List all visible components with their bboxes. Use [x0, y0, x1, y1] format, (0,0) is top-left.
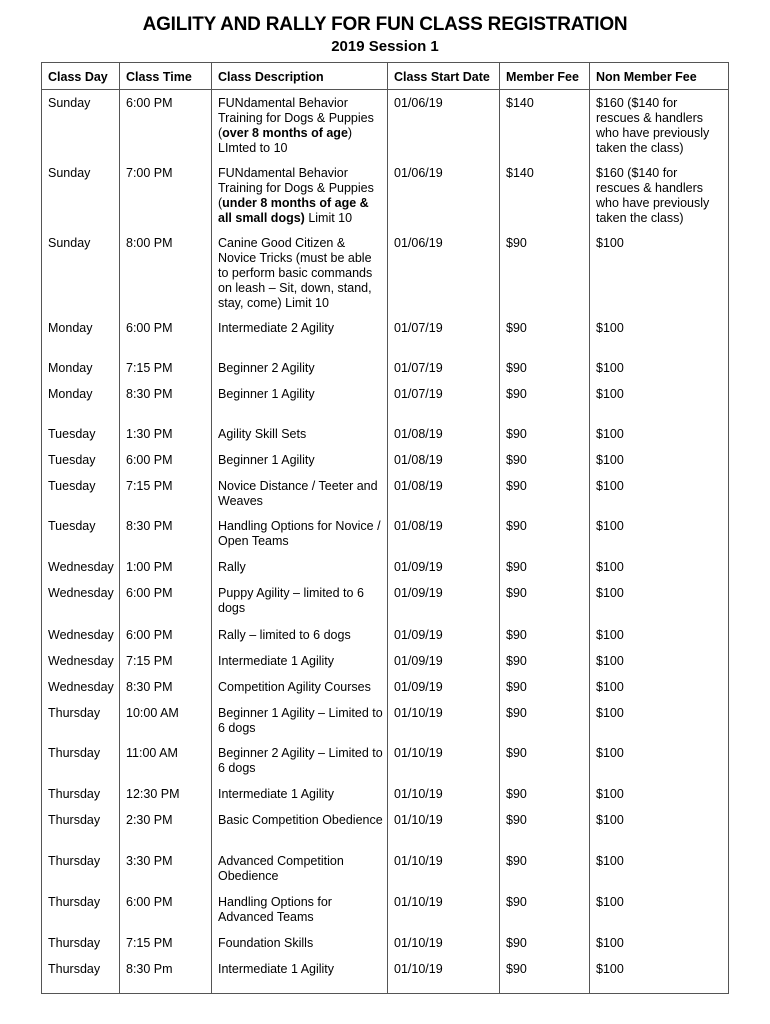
header-class-description: Class Description [212, 63, 388, 90]
cell-non-member-fee: $160 ($140 for rescues & handlers who have previously taken the class) [590, 90, 729, 160]
description-text: Intermediate 2 Agility [218, 320, 335, 335]
description-text: Beginner 2 Agility – Limited to 6 dogs [218, 745, 383, 775]
cell-member-fee: $90 [500, 930, 590, 956]
table-row [42, 513, 729, 554]
cell-non-member-fee: $100 [590, 381, 729, 421]
cell-non-member-fee: $100 [590, 447, 729, 473]
cell-class-day: Tuesday [42, 421, 120, 447]
cell-class-description [212, 700, 388, 740]
header-class-time: Class Time [120, 63, 212, 90]
cell-class-description [212, 513, 388, 554]
cell-class-time: 6:00 PM [120, 447, 212, 473]
cell-class-start-date: 01/08/19 [388, 473, 500, 513]
description-text: Handling Options for Advanced Teams [218, 895, 332, 925]
cell-class-start-date: 01/07/19 [388, 355, 500, 381]
description-text: Canine Good Citizen & Novice Tricks (must be able to perform basic commands on leash – Sit, down, stand, stay, come) Limit 10 [218, 235, 373, 310]
cell-class-time: 7:15 PM [120, 355, 212, 381]
cell-class-start-date: 01/10/19 [388, 740, 500, 781]
cell-non-member-fee: $100 [590, 889, 729, 930]
cell-class-time: 7:15 PM [120, 930, 212, 956]
cell-class-day: Thursday [42, 700, 120, 740]
cell-non-member-fee: $100 [590, 421, 729, 447]
cell-non-member-fee: $100 [590, 622, 729, 648]
cell-class-day: Wednesday [42, 648, 120, 674]
table-row [42, 848, 729, 889]
cell-class-description [212, 930, 388, 956]
cell-class-time: 8:00 PM [120, 230, 212, 315]
cell-member-fee: $90 [500, 622, 590, 648]
cell-class-description [212, 447, 388, 473]
cell-class-description [212, 889, 388, 930]
cell-class-time: 7:15 PM [120, 473, 212, 513]
cell-member-fee: $90 [500, 473, 590, 513]
cell-class-day: Tuesday [42, 473, 120, 513]
cell-class-time: 2:30 PM [120, 807, 212, 848]
cell-member-fee: $90 [500, 807, 590, 848]
table-row [42, 740, 729, 781]
cell-class-day: Monday [42, 381, 120, 421]
cell-class-start-date: 01/07/19 [388, 381, 500, 421]
cell-non-member-fee: $100 [590, 956, 729, 993]
cell-member-fee: $90 [500, 554, 590, 580]
cell-non-member-fee: $100 [590, 740, 729, 781]
cell-class-time: 8:30 PM [120, 513, 212, 554]
cell-class-time: 6:00 PM [120, 889, 212, 930]
cell-class-day: Wednesday [42, 554, 120, 580]
cell-class-time: 7:15 PM [120, 648, 212, 674]
table-row [42, 956, 729, 993]
table-row [42, 700, 729, 740]
cell-class-description [212, 90, 388, 160]
cell-class-time: 6:00 PM [120, 622, 212, 648]
cell-class-description [212, 160, 388, 230]
cell-class-time: 11:00 AM [120, 740, 212, 781]
cell-class-time: 10:00 AM [120, 700, 212, 740]
table-row [42, 580, 729, 621]
table-row [42, 315, 729, 355]
cell-class-description [212, 421, 388, 447]
cell-class-day: Thursday [42, 781, 120, 807]
description-text: Novice Distance / Teeter and Weaves [218, 479, 378, 509]
description-emphasis: under 8 months of age & all small dogs) [218, 195, 369, 225]
table-row [42, 807, 729, 848]
table-row [42, 889, 729, 930]
cell-class-day: Monday [42, 355, 120, 381]
cell-class-day: Tuesday [42, 447, 120, 473]
cell-class-start-date: 01/10/19 [388, 889, 500, 930]
cell-class-day: Thursday [42, 889, 120, 930]
cell-class-time: 8:30 PM [120, 674, 212, 700]
description-text: Beginner 1 Agility – Limited to 6 dogs [218, 705, 383, 735]
cell-class-description [212, 848, 388, 889]
table-row [42, 554, 729, 580]
cell-non-member-fee: $100 [590, 355, 729, 381]
cell-class-description [212, 781, 388, 807]
cell-class-start-date: 01/06/19 [388, 230, 500, 315]
cell-member-fee: $90 [500, 848, 590, 889]
description-text: Foundation Skills [218, 936, 314, 951]
class-schedule-table [41, 62, 729, 994]
cell-non-member-fee: $100 [590, 554, 729, 580]
cell-class-description [212, 315, 388, 355]
description-text: Beginner 2 Agility [218, 361, 315, 376]
cell-member-fee: $90 [500, 956, 590, 993]
cell-class-start-date: 01/10/19 [388, 700, 500, 740]
description-text: Agility Skill Sets [218, 427, 307, 442]
cell-class-start-date: 01/10/19 [388, 848, 500, 889]
table-row [42, 930, 729, 956]
cell-class-description [212, 622, 388, 648]
table-header-row [42, 63, 729, 90]
cell-member-fee: $90 [500, 648, 590, 674]
table-row [42, 447, 729, 473]
cell-class-time: 7:00 PM [120, 160, 212, 230]
cell-class-start-date: 01/06/19 [388, 160, 500, 230]
description-text: Advanced Competition Obedience [218, 853, 344, 883]
cell-non-member-fee: $100 [590, 807, 729, 848]
cell-non-member-fee: $100 [590, 513, 729, 554]
table-row [42, 421, 729, 447]
description-text: Intermediate 1 Agility [218, 786, 335, 801]
cell-class-description [212, 554, 388, 580]
cell-member-fee: $90 [500, 674, 590, 700]
cell-member-fee: $90 [500, 421, 590, 447]
header-class-day: Class Day [42, 63, 120, 90]
cell-class-time: 8:30 Pm [120, 956, 212, 993]
cell-non-member-fee: $100 [590, 315, 729, 355]
cell-non-member-fee: $100 [590, 848, 729, 889]
cell-member-fee: $90 [500, 230, 590, 315]
cell-class-day: Sunday [42, 230, 120, 315]
cell-class-start-date: 01/09/19 [388, 554, 500, 580]
description-text: ) LImted to 10 [218, 126, 353, 155]
cell-member-fee: $90 [500, 513, 590, 554]
header-non-member-fee: Non Member Fee [590, 63, 729, 90]
cell-class-day: Wednesday [42, 674, 120, 700]
cell-member-fee: $90 [500, 315, 590, 355]
cell-class-description [212, 381, 388, 421]
cell-non-member-fee: $100 [590, 930, 729, 956]
cell-class-description [212, 580, 388, 621]
description-text: Handling Options for Novice / Open Teams [218, 519, 381, 549]
cell-member-fee: $90 [500, 355, 590, 381]
cell-class-start-date: 01/09/19 [388, 580, 500, 621]
header-class-start-date: Class Start Date [388, 63, 500, 90]
cell-class-description [212, 648, 388, 674]
table-row [42, 355, 729, 381]
description-emphasis: over 8 months of age [222, 126, 348, 140]
cell-class-day: Thursday [42, 956, 120, 993]
table-row [42, 781, 729, 807]
description-text: Intermediate 1 Agility [218, 653, 335, 668]
table-row [42, 381, 729, 421]
cell-non-member-fee: $160 ($140 for rescues & handlers who have previously taken the class) [590, 160, 729, 230]
description-text: FUNdamental Behavior Training for Dogs & Puppies ( [218, 96, 374, 140]
cell-class-start-date: 01/10/19 [388, 807, 500, 848]
cell-class-description [212, 230, 388, 315]
cell-class-start-date: 01/10/19 [388, 956, 500, 993]
cell-class-start-date: 01/10/19 [388, 930, 500, 956]
table-row [42, 622, 729, 648]
description-text: Puppy Agility – limited to 6 dogs [218, 586, 364, 616]
cell-class-time: 1:00 PM [120, 554, 212, 580]
cell-class-start-date: 01/06/19 [388, 90, 500, 160]
cell-class-day: Thursday [42, 930, 120, 956]
table-row [42, 648, 729, 674]
cell-class-time: 1:30 PM [120, 421, 212, 447]
cell-non-member-fee: $100 [590, 700, 729, 740]
cell-class-start-date: 01/10/19 [388, 781, 500, 807]
cell-member-fee: $140 [500, 90, 590, 160]
header-member-fee: Member Fee [500, 63, 590, 90]
cell-class-start-date: 01/09/19 [388, 674, 500, 700]
page-subtitle: 2019 Session 1 [331, 38, 439, 55]
cell-member-fee: $90 [500, 447, 590, 473]
cell-non-member-fee: $100 [590, 674, 729, 700]
cell-non-member-fee: $100 [590, 781, 729, 807]
cell-class-day: Wednesday [42, 580, 120, 621]
cell-member-fee: $90 [500, 781, 590, 807]
cell-class-description [212, 473, 388, 513]
cell-class-day: Sunday [42, 160, 120, 230]
table-body [42, 90, 729, 994]
description-text: Intermediate 1 Agility [218, 962, 335, 977]
page-title: AGILITY AND RALLY FOR FUN CLASS REGISTRATION [142, 14, 628, 35]
cell-class-start-date: 01/08/19 [388, 513, 500, 554]
table-row [42, 90, 729, 160]
table-row [42, 160, 729, 230]
description-text: Beginner 1 Agility [218, 387, 315, 402]
cell-class-start-date: 01/08/19 [388, 447, 500, 473]
cell-class-start-date: 01/07/19 [388, 315, 500, 355]
table-row [42, 674, 729, 700]
cell-class-description [212, 740, 388, 781]
cell-member-fee: $140 [500, 160, 590, 230]
cell-non-member-fee: $100 [590, 230, 729, 315]
cell-class-day: Sunday [42, 90, 120, 160]
cell-class-time: 3:30 PM [120, 848, 212, 889]
cell-class-description [212, 807, 388, 848]
cell-class-description [212, 674, 388, 700]
cell-class-time: 6:00 PM [120, 315, 212, 355]
cell-member-fee: $90 [500, 740, 590, 781]
description-text: Beginner 1 Agility [218, 453, 315, 468]
cell-class-day: Wednesday [42, 622, 120, 648]
cell-member-fee: $90 [500, 580, 590, 621]
description-text: FUNdamental Behavior Training for Dogs & Puppies ( [218, 165, 374, 210]
cell-class-time: 8:30 PM [120, 381, 212, 421]
cell-member-fee: $90 [500, 889, 590, 930]
cell-class-description [212, 956, 388, 993]
cell-class-time: 6:00 PM [120, 580, 212, 621]
cell-member-fee: $90 [500, 381, 590, 421]
cell-class-description [212, 355, 388, 381]
table-row [42, 473, 729, 513]
cell-class-time: 6:00 PM [120, 90, 212, 160]
cell-non-member-fee: $100 [590, 473, 729, 513]
description-text: Rally – limited to 6 dogs [218, 627, 351, 642]
cell-class-start-date: 01/09/19 [388, 622, 500, 648]
cell-class-start-date: 01/08/19 [388, 421, 500, 447]
description-text: Competition Agility Courses [218, 679, 371, 694]
cell-class-day: Monday [42, 315, 120, 355]
cell-class-day: Thursday [42, 740, 120, 781]
cell-class-day: Thursday [42, 848, 120, 889]
cell-non-member-fee: $100 [590, 580, 729, 621]
cell-non-member-fee: $100 [590, 648, 729, 674]
cell-class-day: Tuesday [42, 513, 120, 554]
table-row [42, 230, 729, 315]
description-text: Rally [218, 560, 246, 575]
description-text: Limit 10 [304, 210, 353, 225]
cell-member-fee: $90 [500, 700, 590, 740]
cell-class-time: 12:30 PM [120, 781, 212, 807]
cell-class-start-date: 01/09/19 [388, 648, 500, 674]
description-text: Basic Competition Obedience [218, 812, 383, 827]
cell-class-day: Thursday [42, 807, 120, 848]
